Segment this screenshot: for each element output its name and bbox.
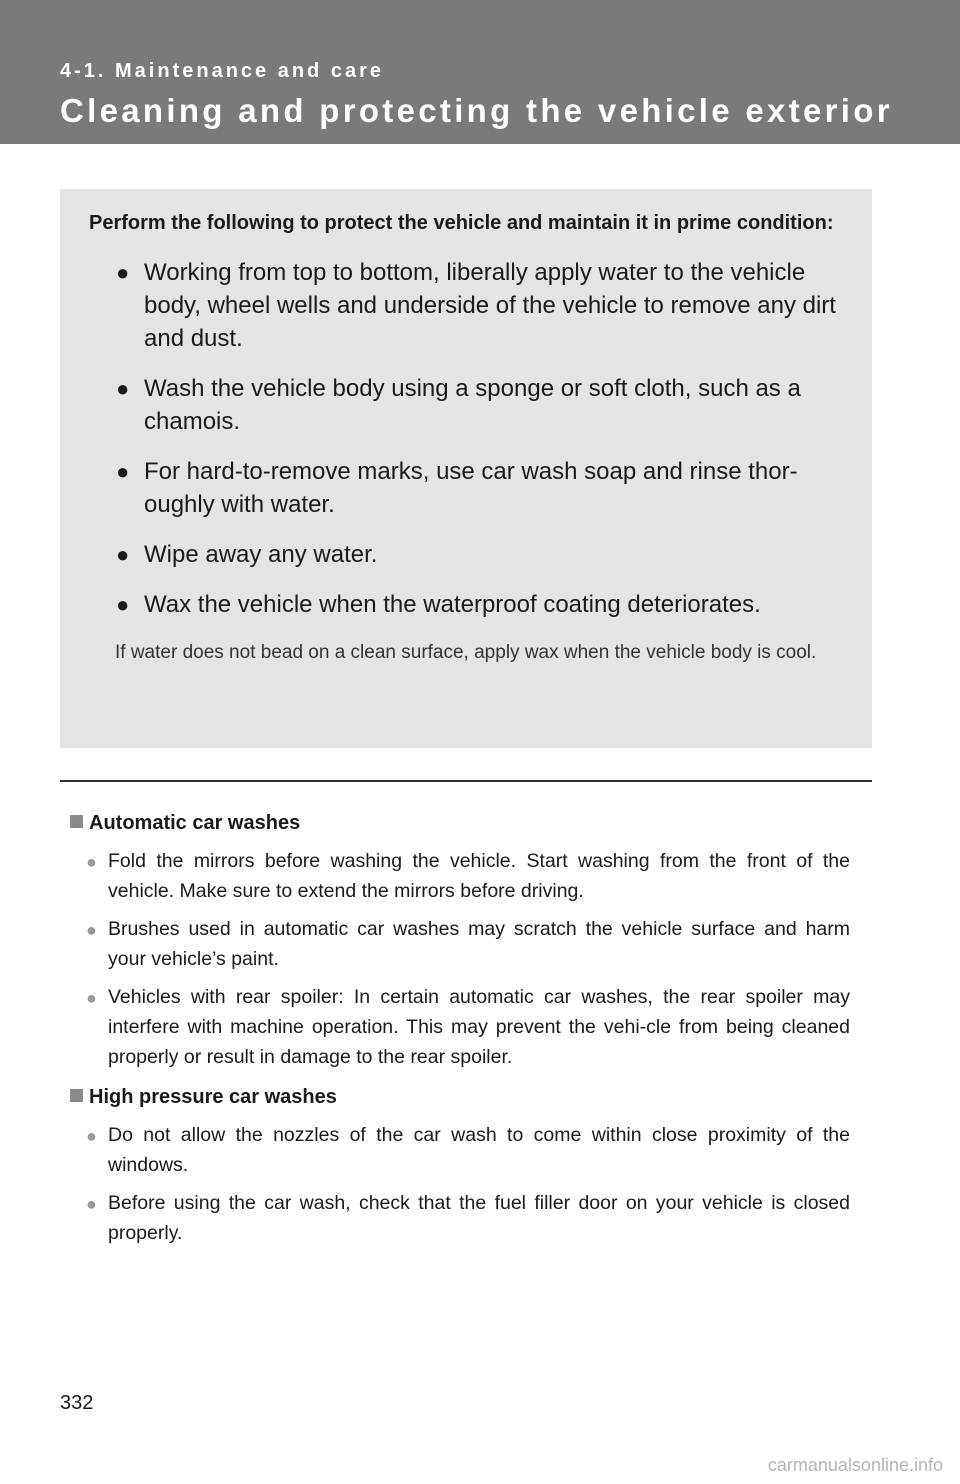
automatic-wash-list (70, 846, 850, 1072)
care-step-text: Working from top to bottom, liberally apply water to the vehicle body, wheel wells and underside of the vehicle to remove any dirt and dust. (144, 259, 836, 352)
sub-heading (70, 1082, 850, 1112)
bullet-icon: ● (116, 376, 130, 401)
page-number: 332 (60, 1392, 94, 1414)
care-step-text: Wipe away any water. (144, 541, 378, 568)
care-step (89, 372, 844, 438)
square-bullet-icon (70, 1089, 83, 1102)
list-item-text: Before using the car wash, check that the fuel filler door on your vehicle is closed properly. (108, 1192, 850, 1244)
care-step (89, 455, 844, 521)
bullet-icon: ● (86, 1126, 97, 1146)
sub-heading-text: High pressure car washes (89, 1086, 337, 1108)
bullet-icon: ● (116, 592, 130, 617)
bullet-icon: ● (116, 260, 130, 285)
care-step-text: Wax the vehicle when the waterproof coating deteriorates. (144, 591, 761, 618)
divider (60, 780, 872, 782)
bullet-icon: ● (86, 1194, 97, 1214)
square-bullet-icon (70, 815, 83, 828)
list-item-text: Fold the mirrors before washing the vehicle. Start washing from the front of the vehicle. Make sure to extend the mirrors before driving. (108, 850, 850, 902)
high-pressure-wash-list (70, 1120, 850, 1248)
care-step (89, 256, 844, 355)
list-item (70, 914, 850, 974)
list-item (70, 1120, 850, 1180)
bullet-icon: ● (116, 542, 130, 567)
page-header (0, 0, 960, 144)
bullet-icon: ● (86, 852, 97, 872)
list-item (70, 982, 850, 1072)
care-steps-list (89, 256, 844, 621)
care-step (89, 588, 844, 621)
list-item-text: Brushes used in automatic car washes may scratch the vehicle surface and harm your vehicle’s paint. (108, 918, 850, 970)
care-step (89, 538, 844, 571)
intro-box (60, 189, 872, 748)
section-label: 4-1. Maintenance and care (60, 60, 384, 82)
list-item (70, 846, 850, 906)
list-item-text: Vehicles with rear spoiler: In certain automatic car washes, the rear spoiler may interfere with machine operation. This may prevent the vehi-cle from being cleaned properly or result in damage to the rear spoiler. (108, 986, 850, 1068)
list-item (70, 1188, 850, 1248)
bullet-icon: ● (86, 988, 97, 1008)
sub-heading-text: Automatic car washes (89, 812, 301, 834)
wax-note: If water does not bead on a clean surface, apply wax when the vehicle body is cool. (115, 642, 817, 663)
bullet-icon: ● (86, 920, 97, 940)
page-title: Cleaning and protecting the vehicle exterior (60, 92, 893, 129)
care-step-text: Wash the vehicle body using a sponge or soft cloth, such as a chamois. (144, 375, 801, 435)
list-item-text: Do not allow the nozzles of the car wash to come within close proximity of the windows. (108, 1124, 850, 1176)
watermark: carmanualsonline.info (767, 1455, 943, 1475)
intro-text: Perform the following to protect the vehicle and maintain it in prime condition: (89, 212, 834, 234)
notes-section (70, 808, 850, 1248)
bullet-icon: ● (116, 459, 130, 484)
sub-heading (70, 808, 850, 838)
care-step-text: For hard-to-remove marks, use car wash soap and rinse thor-oughly with water. (144, 458, 798, 518)
